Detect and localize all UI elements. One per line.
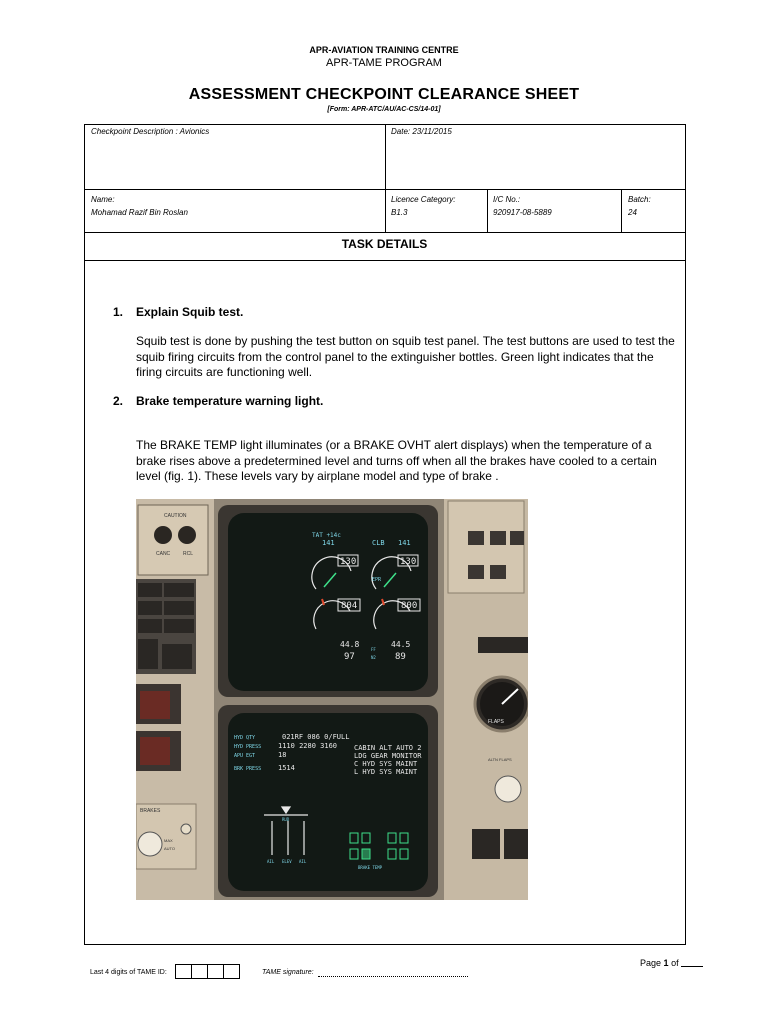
tat-readout: TAT +14c	[312, 532, 341, 539]
question-number: 1.	[113, 305, 124, 319]
caution-label: CAUTION	[164, 513, 187, 519]
program-name: APR-TAME PROGRAM	[326, 57, 442, 69]
batch-value: 24	[628, 208, 637, 217]
page-of: of	[671, 958, 679, 968]
n1-right-value: 130	[400, 557, 417, 567]
hyd-press-values: 1110 2280 3160	[278, 742, 338, 750]
tame-id-label: Last 4 digits of TAME ID:	[90, 969, 167, 976]
batch-label: Batch:	[628, 195, 651, 204]
form-reference: [Form: APR-ATC/AU/AC-CS/14-01]	[327, 106, 441, 113]
brk-press-value: 1514	[278, 764, 295, 772]
page-prefix: Page	[640, 958, 662, 968]
clb-readout: CLB	[372, 539, 385, 547]
ff-label: FF	[371, 647, 376, 652]
page-current: 1	[663, 958, 669, 968]
auto-label: AUTO	[164, 846, 176, 851]
n2-label: N2	[371, 655, 376, 660]
answer-text: The BRAKE TEMP light illuminates (or a BRAKE OVHT alert displays) when the temperature of a brake rises above a predetermined level and turns off when all the brakes have cooled to a certain level (fig. 1). These levels vary by airplane model and type of brake .	[136, 438, 657, 483]
egt-right-value: 800	[401, 601, 418, 611]
apu-egt-label: APU EGT	[234, 753, 256, 759]
brk-press-label: BRK PRESS	[234, 766, 262, 772]
n2-left-value: 97	[344, 652, 355, 662]
eicas-message: CABIN ALT AUTO 2	[354, 744, 422, 752]
cockpit-eicas-photo	[136, 499, 528, 900]
n2-right-value: 89	[395, 652, 406, 662]
n1-left-top: 141	[322, 539, 335, 547]
table-divider	[621, 189, 622, 233]
licence-value: B1.3	[391, 208, 408, 217]
table-divider	[487, 189, 488, 233]
max-label: MAX	[164, 838, 173, 843]
hyd-qty-label: HYD QTY	[234, 735, 256, 741]
answer-text: Squib test is done by pushing the test button on squib test panel. The test buttons are used to test the squib firing circuits from the control panel to the extinguisher bottles. Green light indicates that the firing circuits are functioning well.	[136, 334, 675, 379]
licence-label: Licence Category:	[391, 195, 456, 204]
canc-label: CANC	[156, 551, 171, 557]
question-title: Brake temperature warning light.	[136, 394, 324, 408]
elev-label: ELEV	[282, 859, 292, 864]
table-divider	[385, 124, 386, 233]
tame-id-digit-box[interactable]	[223, 964, 240, 979]
ic-value: 920917-08-5889	[493, 208, 552, 217]
signature-line[interactable]	[318, 976, 468, 977]
ail-label-right: AIL	[299, 859, 307, 864]
page-title: ASSESSMENT CHECKPOINT CLEARANCE SHEET	[188, 86, 580, 103]
hyd-press-label: HYD PRESS	[234, 744, 262, 750]
rcl-label: RCL	[183, 551, 194, 557]
eicas-message: C HYD SYS MAINT	[354, 760, 418, 768]
question-number: 2.	[113, 394, 124, 408]
brake-temp-label: BRAKE TEMP	[358, 865, 383, 870]
org-name: APR-AVIATION TRAINING CENTRE	[309, 45, 459, 55]
tame-id-digit-box[interactable]	[175, 964, 192, 979]
tame-id-digit-box[interactable]	[191, 964, 208, 979]
eicas-message: LDG GEAR MONITOR	[354, 752, 422, 760]
alt-flaps-label: ALTN FLAPS	[488, 757, 512, 762]
hyd-qty-values: 021RF 086 0/FULL	[282, 733, 350, 741]
brakes-label: BRAKES	[140, 808, 161, 814]
eicas-message: L HYD SYS MAINT	[354, 768, 418, 776]
n1-right-top: 141	[398, 539, 411, 547]
task-details-heading: TASK DETAILS	[341, 237, 428, 251]
task-divider	[84, 260, 686, 261]
n1-left-value: 130	[340, 557, 357, 567]
flaps-label: FLAPS	[488, 719, 504, 725]
name-label: Name:	[91, 195, 115, 204]
date-field: Date: 23/11/2015	[391, 127, 452, 136]
egt-left-value: 804	[341, 601, 358, 611]
page-total-blank	[681, 966, 703, 967]
ic-label: I/C No.:	[493, 195, 521, 204]
apu-egt-value: 18	[278, 751, 287, 759]
name-value: Mohamad Razif Bin Roslan	[91, 208, 188, 217]
question-title: Explain Squib test.	[136, 305, 244, 319]
rud-label: RUD	[282, 817, 290, 822]
n2-left-top: 44.8	[340, 640, 360, 649]
tame-id-digit-box[interactable]	[207, 964, 224, 979]
checkpoint-description: Checkpoint Description : Avionics	[91, 127, 210, 136]
page-number	[640, 958, 703, 968]
n2-right-top: 44.5	[391, 640, 411, 649]
epr-label: EPR	[372, 577, 382, 583]
signature-label: TAME signature:	[262, 969, 314, 976]
ail-label-left: AIL	[267, 859, 275, 864]
